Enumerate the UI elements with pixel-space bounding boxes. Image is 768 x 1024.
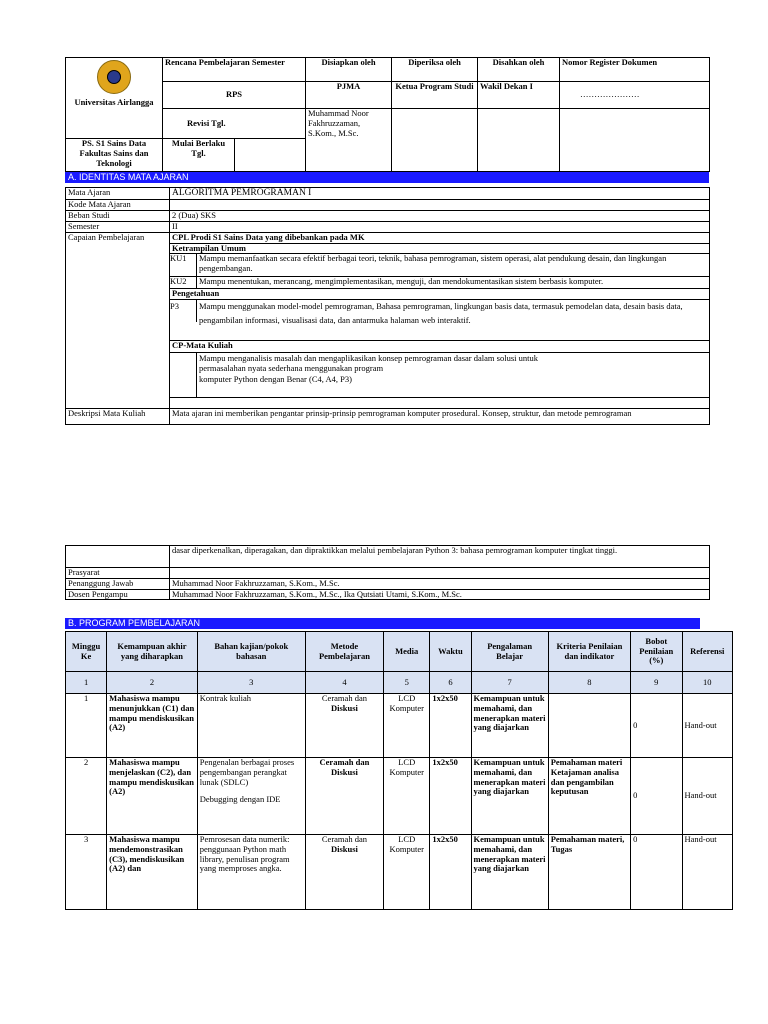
metode-cell <box>305 694 383 758</box>
register-value: ………………… <box>560 82 710 109</box>
col-number: 10 <box>682 672 732 694</box>
col-number: 1 <box>66 672 107 694</box>
metode-line-2: Diskusi <box>330 702 358 713</box>
document-header <box>65 57 710 172</box>
cpmk-heading: CP-Mata Kuliah <box>170 341 709 353</box>
ketrampilan-umum-heading: Ketrampilan Umum <box>170 244 709 255</box>
col-number: 7 <box>471 672 548 694</box>
diperiksa-label: Diperiksa oleh <box>392 58 478 82</box>
prasyarat-value <box>170 568 710 579</box>
bobot-cell: 0 <box>631 835 682 910</box>
referensi-cell: Hand-out <box>682 835 732 910</box>
university-logo <box>97 60 131 94</box>
mata-ajaran-label: Mata Ajaran <box>66 188 170 200</box>
week-cell: 1 <box>66 694 107 758</box>
media-cell: LCD Komputer <box>384 835 430 910</box>
week-cell: 2 <box>66 758 107 835</box>
col-number: 5 <box>384 672 430 694</box>
week-cell: 3 <box>66 835 107 910</box>
program-name: PS. S1 Sains Data Fakultas Sains dan Teknologi <box>66 139 163 172</box>
bahan-cell: Pemrosesan data numerik: penggunaan Python math library, penulisan program yang memproses angka. <box>197 835 305 910</box>
waktu-cell: 1x2x50 <box>430 758 471 835</box>
table-row <box>66 835 733 910</box>
ku1-text: Mampu memanfaatkan secara efektif berbagai teori, teknik, bahasa pemrograman, sistem operasi, alat pendukung desain, dan lingkungan pengembangan. <box>199 253 667 274</box>
disiapkan-role: PJMA <box>306 82 392 109</box>
col-bobot: Bobot Penilaian (%) <box>631 632 682 672</box>
cpmk-block <box>170 341 710 398</box>
semester-label: Semester <box>66 221 170 232</box>
col-pengalaman: Pengalaman Belajar <box>471 632 548 672</box>
section-a-title: A. IDENTITAS MATA AJARAN <box>65 172 709 183</box>
disahkan-role: Wakil Dekan I <box>478 82 560 109</box>
pj-value: Muhammad Noor Fakhruzzaman, S.Kom., M.Sc. <box>170 578 710 589</box>
col-bahan: Bahan kajian/pokok bahasan <box>197 632 305 672</box>
disahkan-label: Disahkan oleh <box>478 58 560 82</box>
bobot-cell: 0 <box>631 758 682 835</box>
bahan-cell: Kontrak kuliah <box>197 694 305 758</box>
table-row <box>66 694 733 758</box>
cpl-block <box>170 232 710 340</box>
register-label: Nomor Register Dokumen <box>560 58 710 82</box>
dosen-value: Muhammad Noor Fakhruzzaman, S.Kom., M.Sc., Ika Qutsiati Utami, S.Kom., M.Sc. <box>170 589 710 600</box>
disahkan-sign <box>478 109 560 172</box>
table-row <box>66 758 733 835</box>
register-blank <box>560 109 710 172</box>
section-b-title: B. PROGRAM PEMBELAJARAN <box>65 618 700 629</box>
col-referensi: Referensi <box>682 632 732 672</box>
ku1-code: KU1 <box>170 254 197 276</box>
col-kriteria: Kriteria Penilaian dan indikator <box>548 632 630 672</box>
disiapkan-name: Muhammad Noor Fakhruzzaman, S.Kom., M.Sc. <box>306 109 392 172</box>
waktu-cell: 1x2x50 <box>430 694 471 758</box>
semester-value: II <box>170 221 710 232</box>
pengalaman-cell: Kemampuan untuk memahami, dan menerapkan materi yang diajarkan <box>471 758 548 835</box>
pj-label: Penanggung Jawab <box>66 578 170 589</box>
capaian-label: Capaian Pembelajaran <box>66 232 170 408</box>
col-number: 4 <box>305 672 383 694</box>
kemampuan-cell: Mahasiswa mampu menjelaskan (C2), dan mampu mendiskusikan (A2) <box>107 758 198 835</box>
prasyarat-label: Prasyarat <box>66 568 170 579</box>
mata-ajaran-value: ALGORITMA PEMROGRAMAN I <box>170 188 710 200</box>
bobot-cell: 0 <box>631 694 682 758</box>
referensi-cell: Hand-out <box>682 758 732 835</box>
cpl-heading: CPL Prodi S1 Sains Data yang dibebankan pada MK <box>170 233 709 244</box>
metode-line-2: Diskusi <box>330 843 358 854</box>
diperiksa-sign <box>392 109 478 172</box>
deskripsi-continued-label <box>66 546 170 568</box>
col-metode: Metode Pembelajaran <box>305 632 383 672</box>
program-table <box>65 631 733 910</box>
university-cell <box>66 58 163 139</box>
identity-table <box>65 187 710 425</box>
doc-short: RPS <box>163 82 306 109</box>
p3-code: P3 <box>170 300 197 322</box>
col-number: 9 <box>631 672 682 694</box>
mulai-label: Mulai Berlaku Tgl. <box>163 139 235 172</box>
col-number: 6 <box>430 672 471 694</box>
dosen-label: Dosen Pengampu <box>66 589 170 600</box>
col-media: Media <box>384 632 430 672</box>
metode-line-1: Ceramah dan <box>321 693 367 703</box>
kriteria-cell: Pemahaman materi Ketajaman analisa dan pengambilan keputusan <box>548 758 630 835</box>
col-number: 8 <box>548 672 630 694</box>
kode-value <box>170 199 710 210</box>
kriteria-cell <box>548 694 630 758</box>
media-cell: LCD Komputer <box>384 694 430 758</box>
ku2-text: Mampu menentukan, merancang, mengimplementasikan, menguji, dan mendokumentasikan sistem berbasis komputer. <box>199 276 604 287</box>
kemampuan-cell: Mahasiswa mampu mendemonstrasikan (C3), mendiskusikan (A2) dan <box>107 835 198 910</box>
doc-title-label: Rencana Pembelajaran Semester <box>163 58 306 82</box>
cpmk-line-3: komputer Python dengan Benar (C4, A4, P3) <box>199 373 352 384</box>
cpmk-line-1: Mampu menganalisis masalah dan mengaplikasikan konsep pemrograman dasar dalam solusi untuk <box>199 353 538 364</box>
kode-label: Kode Mata Ajaran <box>66 199 170 210</box>
kriteria-cell: Pemahaman materi, Tugas <box>548 835 630 910</box>
col-number: 2 <box>107 672 198 694</box>
diperiksa-role: Ketua Program Studi <box>392 82 478 109</box>
col-waktu: Waktu <box>430 632 471 672</box>
metode-line-1: Ceramah dan <box>319 757 370 767</box>
col-minggu: Minggu Ke <box>66 632 107 672</box>
pengalaman-cell: Kemampuan untuk memahami, dan menerapkan materi yang diajarkan <box>471 694 548 758</box>
pengetahuan-heading: Pengetahuan <box>170 289 709 300</box>
metode-line-1: Ceramah dan <box>321 834 367 844</box>
referensi-cell: Hand-out <box>682 694 732 758</box>
mulai-value <box>235 139 306 172</box>
bahan-cell <box>197 758 305 835</box>
metode-cell <box>305 835 383 910</box>
metode-cell <box>305 758 383 835</box>
university-name: Universitas Airlangga <box>74 97 154 107</box>
pengalaman-cell: Kemampuan untuk memahami, dan menerapkan materi yang diajarkan <box>471 835 548 910</box>
beban-value: 2 (Dua) SKS <box>170 210 710 221</box>
identity-table-continued <box>65 545 710 600</box>
deskripsi-value-2: dasar diperkenalkan, diperagakan, dan dipraktikkan melalui pembelajaran Python 3: bahasa pemrograman komputer tingkat tinggi. <box>170 546 710 568</box>
col-kemampuan: Kemampuan akhir yang diharapkan <box>107 632 198 672</box>
col-number: 3 <box>197 672 305 694</box>
media-cell: LCD Komputer <box>384 758 430 835</box>
bahan-line-1: Pengenalan berbagai proses pengembangan perangkat lunak (SDLC) <box>199 757 295 787</box>
kemampuan-cell: Mahasiswa mampu menunjukkan (C1) dan mampu mendiskusikan (A2) <box>107 694 198 758</box>
metode-line-2: Diskusi <box>330 766 358 777</box>
waktu-cell: 1x2x50 <box>430 835 471 910</box>
p3-text: Mampu menggunakan model-model pemrograman, Bahasa pemrograman, lingkungan basis data, termasuk pemodelan data, desain basis data, pengambilan informasi, visualisasi data, dan antarmuka halaman web interaktif. <box>199 301 683 325</box>
revisi-label: Revisi Tgl. <box>163 109 306 139</box>
cpmk-line-2: permasalahan nyata sederhana menggunakan program <box>199 363 384 374</box>
bahan-line-2: Debugging dengan IDE <box>199 794 281 805</box>
disiapkan-label: Disiapkan oleh <box>306 58 392 82</box>
capaian-blank <box>170 398 710 409</box>
deskripsi-value-1: Mata ajaran ini memberikan pengantar prinsip-prinsip pemrograman komputer prosedural. Konsep, struktur, dan metode pemrograman <box>170 409 710 425</box>
beban-label: Beban Studi <box>66 210 170 221</box>
ku2-code: KU2 <box>170 277 197 288</box>
deskripsi-label: Deskripsi Mata Kuliah <box>66 409 170 425</box>
